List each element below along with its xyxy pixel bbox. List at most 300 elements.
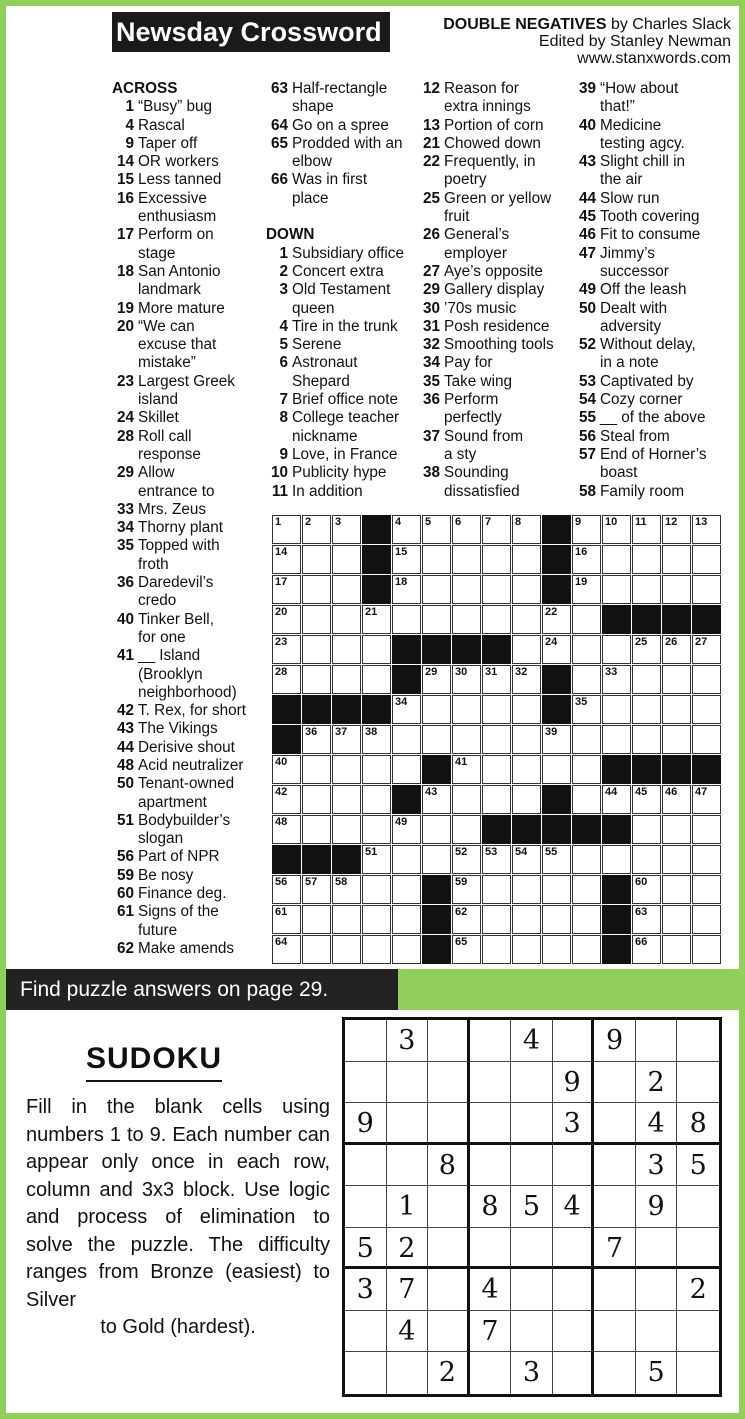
sudoku-cell[interactable]: [470, 1103, 512, 1145]
crossword-cell[interactable]: [452, 845, 481, 874]
clue-text: Half-rectangle: [292, 80, 388, 97]
crossword-cell[interactable]: [302, 815, 331, 844]
crossword-cell[interactable]: [662, 875, 691, 904]
sudoku-cell[interactable]: [553, 1020, 595, 1062]
sudoku-cell[interactable]: [677, 1228, 719, 1270]
crossword-cell[interactable]: [602, 725, 631, 754]
crossword-cell[interactable]: [572, 515, 601, 544]
sudoku-cell[interactable]: [511, 1228, 553, 1270]
crossword-cell[interactable]: [302, 785, 331, 814]
crossword-cell[interactable]: [572, 575, 601, 604]
sudoku-cell[interactable]: [387, 1062, 429, 1104]
crossword-cell[interactable]: [332, 935, 361, 964]
sudoku-cell[interactable]: [594, 1352, 636, 1394]
sudoku-cell[interactable]: [594, 1062, 636, 1104]
crossword-cell[interactable]: [692, 515, 721, 544]
clue-line: [418, 464, 570, 482]
clue-number: 50: [578, 299, 596, 317]
cell-number: 1: [275, 516, 282, 528]
clue-number: 46: [578, 226, 596, 244]
crossword-cell[interactable]: [302, 575, 331, 604]
sudoku-cell[interactable]: [677, 1020, 719, 1062]
crossword-cell[interactable]: [452, 605, 481, 634]
crossword-cell[interactable]: [332, 725, 361, 754]
clue-number: [112, 556, 138, 574]
clue-text: perfectly: [444, 409, 502, 427]
sudoku-cell[interactable]: [345, 1020, 387, 1062]
clue-line: [112, 245, 262, 263]
crossword-cell[interactable]: [272, 665, 301, 694]
sudoku-cell[interactable]: [428, 1311, 470, 1353]
crossword-cell[interactable]: [482, 785, 511, 814]
clue-line: [574, 318, 734, 336]
crossword-cell[interactable]: [362, 725, 391, 754]
sudoku-cell[interactable]: [553, 1269, 595, 1311]
crossword-cell[interactable]: [572, 605, 601, 634]
clue-line: [112, 629, 262, 647]
crossword-cell[interactable]: [542, 905, 571, 934]
sudoku-cell[interactable]: [345, 1311, 387, 1353]
clue-line: [112, 117, 262, 135]
sudoku-cell[interactable]: [428, 1103, 470, 1145]
crossword-cell[interactable]: [512, 665, 541, 694]
crossword-cell[interactable]: [422, 575, 451, 604]
crossword-cell[interactable]: [662, 815, 691, 844]
clue-line: [112, 592, 262, 610]
sudoku-cell[interactable]: [345, 1145, 387, 1187]
crossword-cell[interactable]: [632, 785, 661, 814]
clue-text: Old Testament: [292, 281, 391, 299]
sudoku-cell[interactable]: [428, 1186, 470, 1228]
clue-line: [574, 117, 734, 135]
crossword-cell[interactable]: [632, 845, 661, 874]
crossword-cell[interactable]: [482, 845, 511, 874]
clue-number: 4: [125, 116, 134, 134]
crossword-cell[interactable]: [272, 935, 301, 964]
sudoku-cell[interactable]: [428, 1228, 470, 1270]
sudoku-given: 2: [636, 1062, 678, 1104]
clue-text: neighborhood): [138, 683, 237, 701]
crossword-cell[interactable]: [302, 875, 331, 904]
cell-number: 26: [665, 636, 678, 648]
sudoku-cell[interactable]: [636, 1269, 678, 1311]
sudoku-given: 7: [470, 1311, 512, 1353]
clue-text: Dealt with: [600, 299, 668, 317]
sudoku-cell[interactable]: [594, 1145, 636, 1187]
crossword-cell[interactable]: [332, 605, 361, 634]
crossword-cell[interactable]: [452, 545, 481, 574]
crossword-cell[interactable]: [482, 695, 511, 724]
crossword-cell[interactable]: [302, 935, 331, 964]
crossword-cell[interactable]: [332, 665, 361, 694]
crossword-cell[interactable]: [542, 845, 571, 874]
crossword-cell[interactable]: [632, 545, 661, 574]
sudoku-cell[interactable]: [511, 1062, 553, 1104]
crossword-cell[interactable]: [362, 905, 391, 934]
crossword-cell[interactable]: [572, 725, 601, 754]
sudoku-cell[interactable]: [511, 1145, 553, 1187]
crossword-cell[interactable]: [602, 575, 631, 604]
clue-number: [112, 684, 138, 702]
sudoku-cell[interactable]: [636, 1228, 678, 1270]
crossword-cell[interactable]: [692, 575, 721, 604]
clue-line: [574, 428, 734, 446]
crossword-cell[interactable]: [632, 875, 661, 904]
crossword-cell[interactable]: [542, 635, 571, 664]
crossword-cell[interactable]: [422, 815, 451, 844]
sudoku-given: 5: [511, 1186, 553, 1228]
crossword-cell[interactable]: [422, 515, 451, 544]
crossword-cell[interactable]: [662, 515, 691, 544]
crossword-cell[interactable]: [332, 785, 361, 814]
clue-text: fruit: [444, 208, 470, 226]
crossword-cell[interactable]: [302, 665, 331, 694]
sudoku-cell[interactable]: [345, 1186, 387, 1228]
crossword-cell[interactable]: [362, 755, 391, 784]
clue-line: [266, 318, 416, 336]
sudoku-cell[interactable]: [553, 1145, 595, 1187]
crossword-block: [482, 635, 511, 664]
crossword-cell[interactable]: [662, 665, 691, 694]
crossword-cell[interactable]: [332, 905, 361, 934]
crossword-cell[interactable]: [632, 695, 661, 724]
clue-line: [418, 98, 570, 116]
clue-text: More mature: [138, 299, 225, 317]
crossword-cell[interactable]: [512, 515, 541, 544]
crossword-cell[interactable]: [422, 785, 451, 814]
clue-number: 8: [279, 409, 288, 427]
sudoku-cell[interactable]: [594, 1103, 636, 1145]
crossword-cell[interactable]: [512, 635, 541, 664]
sudoku-cell[interactable]: [553, 1352, 595, 1394]
crossword-cell[interactable]: [422, 665, 451, 694]
crossword-cell[interactable]: [452, 725, 481, 754]
crossword-cell[interactable]: [362, 785, 391, 814]
sudoku-cell[interactable]: [387, 1352, 429, 1394]
crossword-cell[interactable]: [392, 515, 421, 544]
clue-text: Medicine: [600, 116, 662, 134]
crossword-cell[interactable]: [362, 845, 391, 874]
crossword-cell[interactable]: [512, 755, 541, 784]
crossword-cell[interactable]: [602, 665, 631, 694]
crossword-cell[interactable]: [512, 725, 541, 754]
crossword-cell[interactable]: [572, 665, 601, 694]
crossword-cell[interactable]: [512, 575, 541, 604]
cell-number: 3: [335, 516, 342, 528]
crossword-cell[interactable]: [392, 545, 421, 574]
sudoku-cell[interactable]: [470, 1062, 512, 1104]
puzzle-website: www.stanxwords.com: [577, 50, 731, 67]
crossword-cell[interactable]: [302, 635, 331, 664]
sudoku-cell[interactable]: [470, 1020, 512, 1062]
crossword-cell[interactable]: [542, 935, 571, 964]
cell-number: 57: [305, 876, 318, 888]
crossword-cell[interactable]: [512, 605, 541, 634]
crossword-cell[interactable]: [662, 935, 691, 964]
crossword-cell[interactable]: [452, 755, 481, 784]
crossword-cell[interactable]: [662, 635, 691, 664]
sudoku-cell[interactable]: [428, 1062, 470, 1104]
crossword-cell[interactable]: [692, 665, 721, 694]
crossword-cell[interactable]: [512, 695, 541, 724]
crossword-cell[interactable]: [302, 545, 331, 574]
crossword-cell[interactable]: [362, 665, 391, 694]
crossword-cell[interactable]: [482, 515, 511, 544]
crossword-cell[interactable]: [512, 905, 541, 934]
crossword-cell[interactable]: [632, 815, 661, 844]
clue-text: Perform: [444, 391, 499, 409]
crossword-cell[interactable]: [692, 875, 721, 904]
crossword-cell[interactable]: [362, 815, 391, 844]
clue-number: [112, 666, 138, 684]
crossword-cell[interactable]: [512, 845, 541, 874]
crossword-cell[interactable]: [482, 905, 511, 934]
sudoku-cell[interactable]: [594, 1186, 636, 1228]
crossword-cell[interactable]: [572, 785, 601, 814]
crossword-cell[interactable]: [632, 725, 661, 754]
crossword-cell[interactable]: [572, 905, 601, 934]
crossword-cell[interactable]: [482, 935, 511, 964]
crossword-cell[interactable]: [662, 725, 691, 754]
sudoku-given: 3: [387, 1020, 429, 1062]
crossword-cell[interactable]: [482, 665, 511, 694]
crossword-cell[interactable]: [452, 935, 481, 964]
crossword-cell[interactable]: [452, 515, 481, 544]
sudoku-cell[interactable]: [677, 1352, 719, 1394]
cell-number: 44: [605, 786, 618, 798]
crossword-block: [602, 935, 631, 964]
crossword-cell[interactable]: [602, 785, 631, 814]
crossword-cell[interactable]: [362, 875, 391, 904]
crossword-cell[interactable]: [392, 935, 421, 964]
crossword-cell[interactable]: [572, 695, 601, 724]
sudoku-cell[interactable]: [387, 1103, 429, 1145]
clue-number: 55: [578, 409, 596, 427]
clue-text: in a note: [600, 354, 659, 372]
crossword-cell[interactable]: [392, 575, 421, 604]
crossword-cell[interactable]: [272, 815, 301, 844]
sudoku-cell[interactable]: [594, 1311, 636, 1353]
crossword-cell[interactable]: [602, 695, 631, 724]
sudoku-cell[interactable]: [345, 1352, 387, 1394]
sudoku-cell[interactable]: [470, 1228, 512, 1270]
crossword-cell[interactable]: [422, 605, 451, 634]
crossword-cell[interactable]: [542, 875, 571, 904]
clue-text: Without delay,: [600, 336, 696, 354]
crossword-cell[interactable]: [542, 605, 571, 634]
clue-number: 17: [116, 226, 134, 244]
crossword-cell[interactable]: [302, 755, 331, 784]
crossword-cell[interactable]: [392, 755, 421, 784]
crossword-cell[interactable]: [272, 605, 301, 634]
crossword-cell[interactable]: [662, 785, 691, 814]
sudoku-cell[interactable]: [677, 1186, 719, 1228]
clue-text: Frequently, in: [444, 153, 536, 171]
crossword-cell[interactable]: [692, 545, 721, 574]
crossword-cell[interactable]: [302, 515, 331, 544]
crossword-cell[interactable]: [332, 545, 361, 574]
crossword-cell[interactable]: [482, 875, 511, 904]
crossword-cell[interactable]: [362, 935, 391, 964]
clue-text: __ Island: [138, 647, 201, 665]
crossword-cell[interactable]: [452, 575, 481, 604]
sudoku-given: 4: [511, 1020, 553, 1062]
clue-number: 3: [279, 281, 288, 299]
crossword-cell[interactable]: [572, 845, 601, 874]
crossword-cell[interactable]: [602, 635, 631, 664]
sudoku-given: 2: [387, 1228, 429, 1270]
crossword-cell[interactable]: [452, 815, 481, 844]
sudoku-cell[interactable]: [677, 1062, 719, 1104]
crossword-cell[interactable]: [662, 695, 691, 724]
crossword-cell[interactable]: [602, 545, 631, 574]
clue-number: 52: [578, 336, 596, 354]
crossword-cell[interactable]: [332, 575, 361, 604]
clue-text: Posh residence: [444, 317, 550, 335]
crossword-cell[interactable]: [632, 905, 661, 934]
crossword-cell[interactable]: [662, 845, 691, 874]
crossword-block: [362, 515, 391, 544]
crossword-cell[interactable]: [332, 635, 361, 664]
crossword-cell[interactable]: [452, 905, 481, 934]
sudoku-cell[interactable]: [511, 1311, 553, 1353]
crossword-cell[interactable]: [692, 845, 721, 874]
crossword-cell[interactable]: [452, 785, 481, 814]
sudoku-cell[interactable]: [677, 1311, 719, 1353]
crossword-cell[interactable]: [302, 605, 331, 634]
crossword-block: [632, 605, 661, 634]
crossword-cell[interactable]: [272, 515, 301, 544]
crossword-cell[interactable]: [602, 515, 631, 544]
sudoku-given: 4: [636, 1103, 678, 1145]
crossword-cell[interactable]: [452, 665, 481, 694]
crossword-cell[interactable]: [392, 875, 421, 904]
clue-text: Off the leash: [600, 281, 687, 299]
crossword-cell[interactable]: [692, 635, 721, 664]
crossword-cell[interactable]: [272, 875, 301, 904]
crossword-cell[interactable]: [542, 755, 571, 784]
crossword-cell[interactable]: [632, 935, 661, 964]
crossword-cell[interactable]: [272, 575, 301, 604]
crossword-cell[interactable]: [362, 605, 391, 634]
crossword-cell[interactable]: [692, 785, 721, 814]
crossword-cell[interactable]: [392, 695, 421, 724]
crossword-cell[interactable]: [542, 725, 571, 754]
crossword-cell[interactable]: [572, 875, 601, 904]
crossword-cell[interactable]: [692, 695, 721, 724]
crossword-cell[interactable]: [632, 665, 661, 694]
clue-number: 7: [279, 391, 288, 409]
crossword-cell[interactable]: [572, 635, 601, 664]
sudoku-cell[interactable]: [428, 1020, 470, 1062]
crossword-cell[interactable]: [662, 545, 691, 574]
crossword-cell[interactable]: [512, 545, 541, 574]
crossword-cell[interactable]: [572, 545, 601, 574]
crossword-cell[interactable]: [332, 875, 361, 904]
clue-number: 40: [116, 610, 134, 628]
crossword-cell[interactable]: [572, 935, 601, 964]
crossword-cell[interactable]: [482, 605, 511, 634]
crossword-cell[interactable]: [302, 725, 331, 754]
crossword-cell[interactable]: [332, 515, 361, 544]
crossword-cell[interactable]: [422, 845, 451, 874]
crossword-cell[interactable]: [392, 725, 421, 754]
crossword-cell[interactable]: [362, 635, 391, 664]
crossword-cell[interactable]: [482, 725, 511, 754]
cell-number: 53: [485, 846, 498, 858]
crossword-cell[interactable]: [482, 755, 511, 784]
crossword-block: [692, 755, 721, 784]
clue-line: [418, 336, 570, 354]
sudoku-cell[interactable]: [387, 1145, 429, 1187]
crossword-cell[interactable]: [662, 575, 691, 604]
crossword-block: [332, 845, 361, 874]
crossword-cell[interactable]: [572, 755, 601, 784]
crossword-cell[interactable]: [422, 725, 451, 754]
crossword-cell[interactable]: [272, 635, 301, 664]
sudoku-cell[interactable]: [470, 1352, 512, 1394]
crossword-cell[interactable]: [512, 875, 541, 904]
crossword-cell[interactable]: [272, 545, 301, 574]
clue-line: [112, 885, 262, 903]
clue-line: [266, 117, 416, 135]
sudoku-cell[interactable]: [553, 1228, 595, 1270]
sudoku-cell[interactable]: [636, 1020, 678, 1062]
crossword-cell[interactable]: [512, 785, 541, 814]
sudoku-cell[interactable]: [594, 1269, 636, 1311]
crossword-cell[interactable]: [422, 695, 451, 724]
clue-text: Less tanned: [138, 171, 222, 189]
sudoku-cell[interactable]: [636, 1311, 678, 1353]
clue-text: T. Rex, for short: [138, 702, 246, 720]
sudoku-cell[interactable]: [553, 1311, 595, 1353]
sudoku-cell[interactable]: [511, 1103, 553, 1145]
crossword-cell[interactable]: [602, 845, 631, 874]
crossword-cell[interactable]: [272, 755, 301, 784]
crossword-cell[interactable]: [332, 815, 361, 844]
crossword-cell[interactable]: [692, 935, 721, 964]
crossword-cell[interactable]: [302, 905, 331, 934]
crossword-cell[interactable]: [422, 545, 451, 574]
crossword-cell[interactable]: [392, 605, 421, 634]
sudoku-cell[interactable]: [470, 1145, 512, 1187]
crossword-cell[interactable]: [512, 935, 541, 964]
crossword-cell[interactable]: [632, 635, 661, 664]
crossword-cell[interactable]: [392, 815, 421, 844]
crossword-cell[interactable]: [692, 815, 721, 844]
crossword-cell[interactable]: [272, 785, 301, 814]
crossword-cell[interactable]: [632, 575, 661, 604]
crossword-cell[interactable]: [692, 725, 721, 754]
crossword-cell[interactable]: [482, 575, 511, 604]
crossword-cell[interactable]: [482, 545, 511, 574]
crossword-cell[interactable]: [452, 875, 481, 904]
crossword-cell[interactable]: [272, 905, 301, 934]
crossword-cell[interactable]: [692, 905, 721, 934]
sudoku-cell[interactable]: [428, 1269, 470, 1311]
crossword-cell[interactable]: [332, 755, 361, 784]
clue-number: 36: [116, 574, 134, 592]
crossword-cell[interactable]: [632, 515, 661, 544]
crossword-cell[interactable]: [392, 905, 421, 934]
crossword-cell[interactable]: [452, 695, 481, 724]
sudoku-given: 8: [677, 1103, 719, 1145]
sudoku-cell[interactable]: [511, 1269, 553, 1311]
sudoku-cell[interactable]: [345, 1062, 387, 1104]
cell-number: 4: [395, 516, 402, 528]
crossword-cell[interactable]: [662, 905, 691, 934]
crossword-cell[interactable]: [392, 845, 421, 874]
